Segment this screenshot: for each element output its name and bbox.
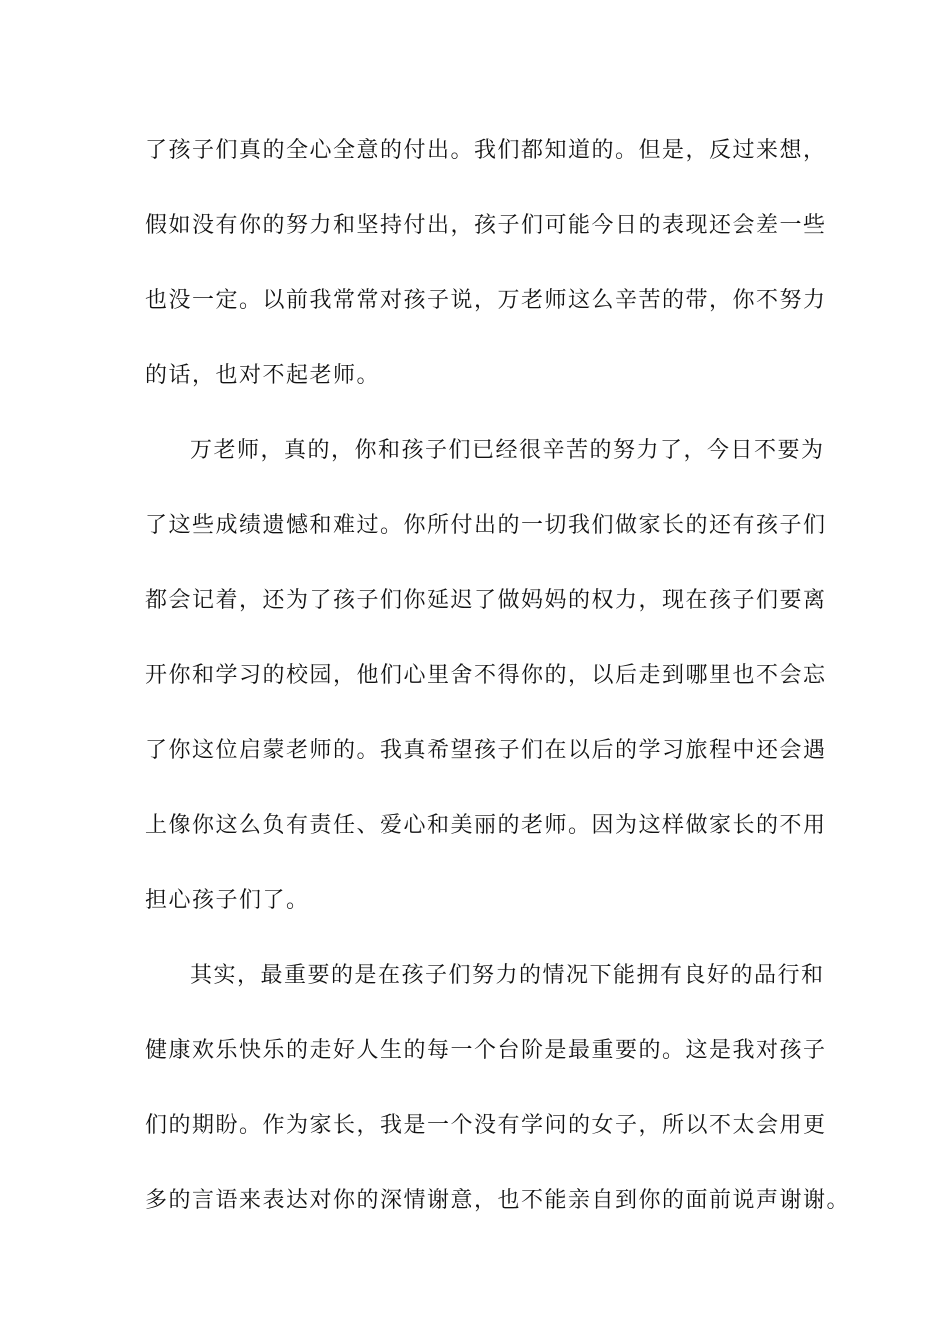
paragraph-first-line: 万老师，真的，你和孩子们已经很辛苦的努力了，今日不要为 [190, 438, 825, 463]
text-line: 了你这位启蒙老师的。我真希望孩子们在以后的学习旅程中还会遇 [145, 738, 827, 763]
text-line: 健康欢乐快乐的走好人生的每一个台阶是最重要的。这是我对孩子 [145, 1038, 827, 1063]
text-line: 了孩子们真的全心全意的付出。我们都知道的。但是，反过来想， [145, 138, 827, 163]
text-line: 们的期盼。作为家长，我是一个没有学问的女子，所以不太会用更 [145, 1113, 827, 1138]
text-line: 假如没有你的努力和坚持付出，孩子们可能今日的表现还会差一些 [145, 213, 827, 238]
text-line: 的话，也对不起老师。 [145, 363, 381, 388]
text-line: 了这些成绩遗憾和难过。你所付出的一切我们做家长的还有孩子们 [145, 513, 827, 538]
text-line: 都会记着，还为了孩子们你延迟了做妈妈的权力，现在孩子们要离 [145, 588, 827, 613]
text-line: 多的言语来表达对你的深情谢意，也不能亲自到你的面前说声谢谢。 [145, 1188, 851, 1213]
text-line: 担心孩子们了。 [145, 888, 310, 913]
text-line: 上像你这么负有责任、爱心和美丽的老师。因为这样做家长的不用 [145, 813, 827, 838]
text-line: 也没一定。以前我常常对孩子说，万老师这么辛苦的带，你不努力 [145, 288, 827, 313]
paragraph-first-line: 其实，最重要的是在孩子们努力的情况下能拥有良好的品行和 [190, 963, 825, 988]
text-line: 开你和学习的校园，他们心里舍不得你的，以后走到哪里也不会忘 [145, 663, 827, 688]
